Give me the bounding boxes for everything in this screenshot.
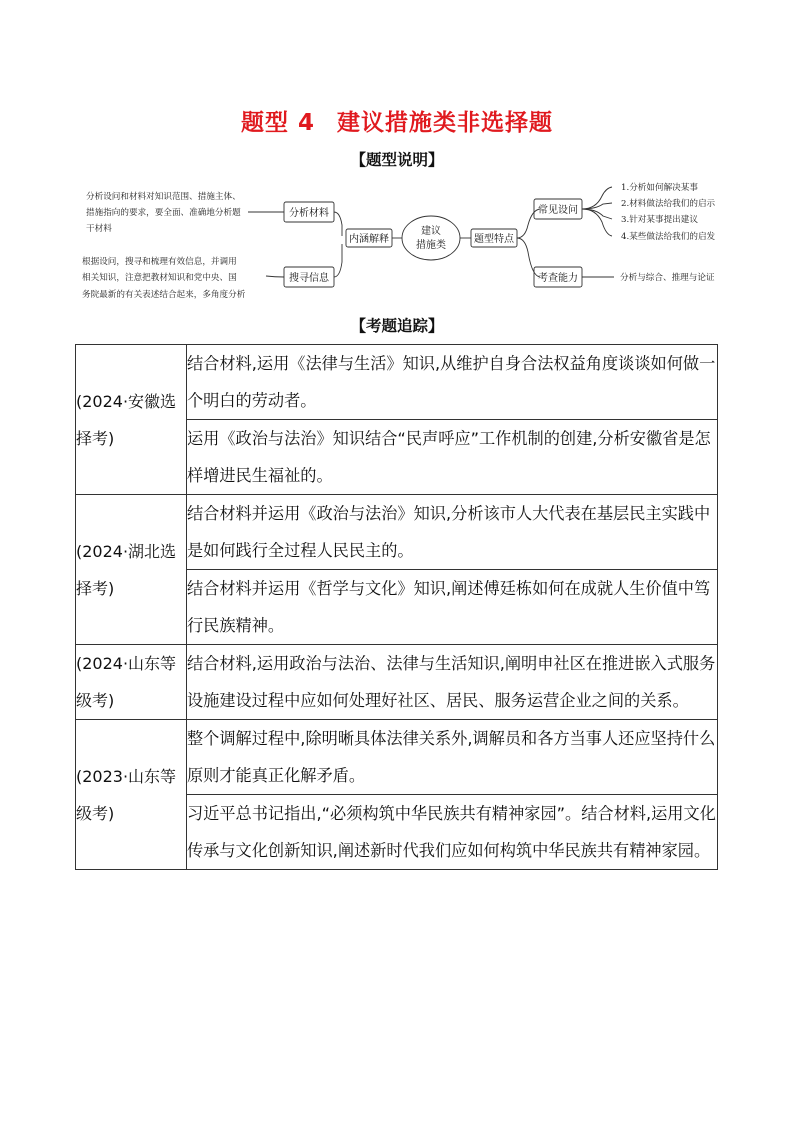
source-cell: (2024·山东等级考) [76, 645, 187, 720]
left-text-2-line-1: 根据设问，搜寻和梳理有效信息，并调用 [82, 257, 237, 267]
section-type-description: 【题型说明】 [350, 151, 444, 169]
table-row [76, 720, 718, 795]
table-row [76, 345, 718, 420]
question-cell: 结合材料,运用政治与法治、法律与生活知识,阐明申社区在推进嵌入式服务设施建设过程中应如何处理好社区、居民、服务运营企业之间的关系。 [187, 645, 718, 720]
left-text-2-line-3: 务院最新的有关表述结合起来，多角度分析 [82, 290, 246, 300]
source-cell: (2024·湖北选择考) [76, 495, 187, 645]
left-text-1-line-3: 干材料 [86, 224, 112, 234]
mind-map-diagram [0, 0, 794, 340]
question-cell: 习近平总书记指出,“必须构筑中华民族共有精神家园”。结合材料,运用文化传承与文化创新知识,阐述新时代我们应如何构筑中华民族共有精神家园。 [187, 795, 718, 870]
box-connotation-label: 内涵解释 [349, 234, 389, 245]
box-common-question-label: 常见设问 [538, 205, 578, 216]
right-item-4: 4.某些做法给我们的启发 [621, 232, 716, 242]
table-row [76, 495, 718, 570]
left-text-1-line-2: 措施指向的要求，要全面、准确地分析题 [86, 208, 241, 218]
right-item-2: 2.材料做法给我们的启示 [621, 199, 716, 209]
table-row [76, 645, 718, 720]
box-ability-label: 考查能力 [538, 273, 578, 284]
question-cell: 结合材料并运用《哲学与文化》知识,阐述傅廷栋如何在成就人生价值中笃行民族精神。 [187, 570, 718, 645]
question-cell: 运用《政治与法治》知识结合“民声呼应”工作机制的创建,分析安徽省是怎样增进民生福祉的。 [187, 420, 718, 495]
question-cell: 结合材料并运用《政治与法治》知识,分析该市人大代表在基层民主实践中是如何践行全过程人民民主的。 [187, 495, 718, 570]
question-cell: 整个调解过程中,除明晰具体法律关系外,调解员和各方当事人还应坚持什么原则才能真正化解矛盾。 [187, 720, 718, 795]
section-trace: 【考题追踪】 [350, 317, 444, 335]
box-features-label: 题型特点 [474, 234, 514, 245]
left-text-2-line-2: 相关知识，注意把教材知识和党中央、国 [82, 273, 237, 283]
source-cell: (2023·山东等级考) [76, 720, 187, 870]
source-cell: (2024·安徽选择考) [76, 345, 187, 495]
question-table [75, 344, 718, 870]
title-prefix: 题型 4 [240, 110, 315, 136]
right-item-1: 1.分析如何解决某事 [621, 183, 698, 193]
title-main: 建议措施类非选择题 [337, 110, 553, 136]
center-label-line-2: 措施类 [416, 240, 446, 251]
left-text-1-line-1: 分析设问和材料对知识范围、措施主体、 [86, 192, 241, 202]
ability-text: 分析与综合、推理与论证 [620, 273, 715, 283]
box-analyze-label: 分析材料 [289, 208, 329, 219]
center-label-line-1: 建议 [421, 226, 441, 237]
right-item-3: 3.针对某事提出建议 [621, 215, 698, 225]
box-search-label: 搜寻信息 [289, 273, 329, 284]
question-cell: 结合材料,运用《法律与生活》知识,从维护自身合法权益角度谈谈如何做一个明白的劳动者。 [187, 345, 718, 420]
